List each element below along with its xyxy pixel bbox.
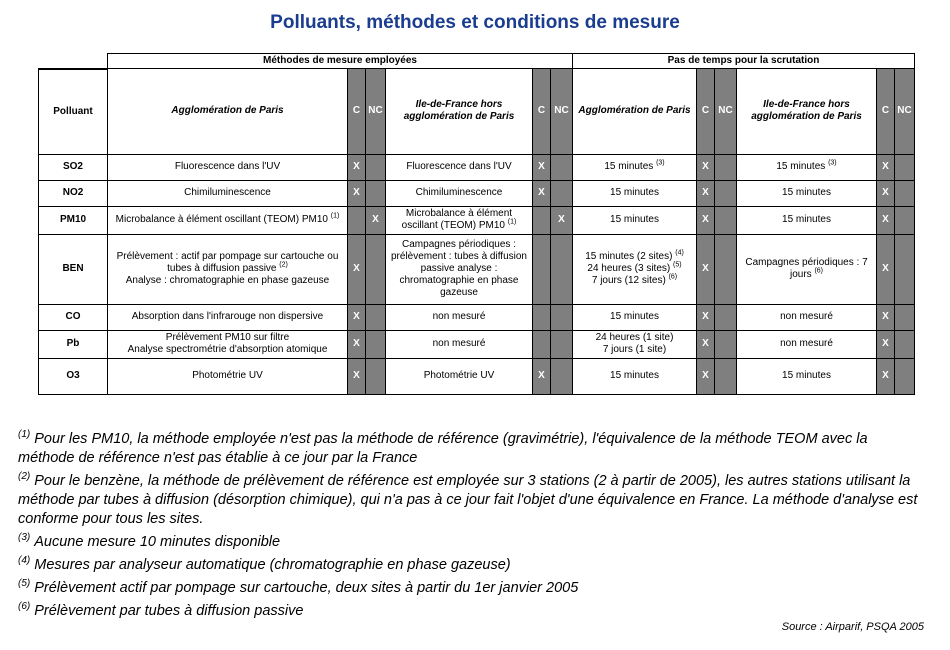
column-header-pollutant: Polluant — [39, 69, 108, 155]
footnote-text: Prélèvement actif par pompage sur cartouche, deux sites à partir du 1er janvier 2005 — [34, 580, 579, 596]
footnote-ref: (4) — [675, 249, 684, 257]
nc-cell — [715, 180, 737, 206]
nc-cell — [551, 304, 573, 330]
nc-cell — [895, 180, 915, 206]
footnote-text: Prélèvement par tubes à diffusion passive — [34, 603, 304, 619]
pollutant-cell: NO2 — [39, 180, 108, 206]
c-cell: X — [348, 304, 366, 330]
pollutant-cell: O3 — [39, 358, 108, 394]
c-cell: X — [697, 180, 715, 206]
nc-cell — [366, 180, 386, 206]
footnote-number: (5) — [18, 578, 31, 589]
nc-cell — [715, 358, 737, 394]
time-text: Campagnes périodiques : 7 jours — [745, 257, 868, 280]
nc-cell — [895, 330, 915, 358]
footnote-text: Pour le benzène, la méthode de prélèvement de référence est employée sur 3 stations (2 à partir de 2005), les autres stations utilisant la méthode par tubes à diffusion (désorption chimique), qui n'a pas à ce jour fait l'objet d'une équivalence en France. La méthode d'analyse est conforme pour tous les sites. — [18, 473, 918, 527]
time-text: 15 minutes — [604, 161, 654, 172]
nc-cell — [366, 330, 386, 358]
footnote-number: (2) — [18, 471, 31, 482]
time-agglo-cell — [573, 304, 697, 330]
nc-cell — [895, 234, 915, 304]
nc-cell — [366, 234, 386, 304]
c-cell: X — [697, 330, 715, 358]
time-text: 15 minutes — [782, 214, 831, 225]
nc-cell — [715, 330, 737, 358]
nc-cell — [366, 154, 386, 180]
footnote-number: (1) — [18, 429, 31, 440]
nc-cell — [551, 330, 573, 358]
column-header-c: C — [348, 69, 366, 155]
time-text: 7 jours (1 site) — [602, 344, 667, 355]
column-header-time-agglo: Agglomération de Paris — [573, 69, 697, 155]
c-cell: X — [533, 180, 551, 206]
method-text: Prélèvement : actif par pompage sur cartouche ou tubes à diffusion passive — [116, 251, 339, 274]
method-agglo-cell — [108, 330, 348, 358]
footnote — [18, 556, 918, 575]
time-idf-cell — [737, 154, 877, 180]
column-header-nc: NC — [551, 69, 573, 155]
column-header-c: C — [533, 69, 551, 155]
time-agglo-cell — [573, 358, 697, 394]
nc-cell — [895, 358, 915, 394]
table-row — [39, 206, 915, 234]
column-header-c: C — [877, 69, 895, 155]
table-row — [39, 304, 915, 330]
method-text: non mesuré — [432, 311, 486, 322]
c-cell: X — [877, 330, 895, 358]
time-idf-cell — [737, 330, 877, 358]
method-text: Chimiluminescence — [184, 187, 271, 198]
c-cell: X — [697, 234, 715, 304]
method-text: Chimiluminescence — [415, 187, 503, 198]
time-idf-cell — [737, 358, 877, 394]
time-text: 15 minutes — [610, 370, 659, 381]
pollutant-cell: PM10 — [39, 206, 108, 234]
method-idf-cell — [386, 206, 533, 234]
c-cell: X — [348, 180, 366, 206]
time-text: 24 heures (1 site) — [595, 332, 674, 343]
c-cell: X — [348, 358, 366, 394]
c-cell: X — [697, 304, 715, 330]
method-agglo-cell — [108, 304, 348, 330]
method-text: Microbalance à élément oscillant (TEOM) PM10 — [115, 214, 328, 225]
footnote-text: Aucune mesure 10 minutes disponible — [34, 534, 281, 550]
method-text: Prélèvement PM10 sur filtre — [165, 332, 290, 343]
method-idf-cell — [386, 234, 533, 304]
time-idf-cell — [737, 180, 877, 206]
footnote — [18, 579, 918, 598]
measurement-table — [38, 53, 915, 395]
method-text: Photométrie UV — [423, 370, 495, 381]
nc-cell — [551, 154, 573, 180]
method-text: Fluorescence dans l'UV — [406, 161, 512, 172]
c-cell: X — [533, 154, 551, 180]
pollutant-cell: Pb — [39, 330, 108, 358]
source-credit: Source : Airparif, PSQA 2005 — [781, 621, 924, 633]
method-text: Absorption dans l'infrarouge non dispersive — [131, 311, 324, 322]
footnote-text: Pour les PM10, la méthode employée n'est pas la méthode de référence (gravimétrie), l'équivalence de la méthode TEOM avec la méthode de référence n'est pas établie à ce jour par la France — [18, 431, 868, 466]
method-text: Analyse spectrométrie d'absorption atomique — [127, 344, 328, 355]
footnotes — [18, 430, 918, 621]
nc-cell — [551, 358, 573, 394]
time-text: 15 minutes — [610, 214, 659, 225]
time-text: non mesuré — [780, 311, 833, 322]
footnote-number: (6) — [18, 601, 31, 612]
column-header-methods-idf: Ile-de-France hors agglomération de Paris — [386, 69, 533, 155]
method-text: non mesuré — [432, 338, 486, 349]
time-text: 15 minutes — [782, 370, 831, 381]
c-cell — [533, 206, 551, 234]
method-text: Campagnes périodiques : prélèvement : tubes à diffusion passive analyse : chromatographie en phase gazeuse — [390, 239, 527, 298]
c-cell: X — [877, 304, 895, 330]
c-cell: X — [877, 234, 895, 304]
group-header-time: Pas de temps pour la scrutation — [573, 54, 915, 69]
c-cell: X — [877, 180, 895, 206]
time-text: 15 minutes (2 sites) — [585, 251, 673, 262]
time-idf-cell — [737, 206, 877, 234]
c-cell: X — [877, 206, 895, 234]
nc-cell — [895, 154, 915, 180]
c-cell: X — [877, 358, 895, 394]
c-cell — [533, 234, 551, 304]
footnote-ref: (5) — [673, 261, 682, 269]
method-text: Fluorescence dans l'UV — [174, 161, 281, 172]
nc-cell: X — [551, 206, 573, 234]
footnote-ref: (1) — [330, 212, 340, 220]
c-cell — [533, 304, 551, 330]
pollutant-cell: BEN — [39, 234, 108, 304]
column-header-time-idf: Ile-de-France hors agglomération de Paris — [737, 69, 877, 155]
c-cell: X — [348, 154, 366, 180]
time-idf-cell — [737, 234, 877, 304]
footnote-ref: (3) — [828, 159, 837, 167]
group-header-methods: Méthodes de mesure employées — [108, 54, 573, 69]
footnote-text: Mesures par analyseur automatique (chromatographie en phase gazeuse) — [34, 557, 511, 573]
time-text: 7 jours (12 sites) — [591, 275, 666, 286]
method-agglo-cell — [108, 180, 348, 206]
time-text: 15 minutes — [610, 187, 659, 198]
method-idf-cell — [386, 330, 533, 358]
method-idf-cell — [386, 180, 533, 206]
method-agglo-cell — [108, 358, 348, 394]
footnote-ref: (2) — [279, 261, 288, 269]
footnote-number: (4) — [18, 555, 31, 566]
footnote-ref: (6) — [814, 267, 824, 275]
table-row — [39, 330, 915, 358]
time-text: 15 minutes — [776, 161, 826, 172]
table-row — [39, 358, 915, 394]
nc-cell — [551, 180, 573, 206]
column-header-nc: NC — [366, 69, 386, 155]
time-agglo-cell — [573, 206, 697, 234]
footnote-ref: (1) — [507, 218, 517, 226]
method-idf-cell — [386, 358, 533, 394]
c-cell: X — [697, 206, 715, 234]
method-text: Analyse : chromatographie en phase gazeuse — [125, 275, 330, 286]
c-cell: X — [697, 154, 715, 180]
time-agglo-cell — [573, 330, 697, 358]
page-title: Polluants, méthodes et conditions de mesure — [270, 12, 680, 33]
footnote — [18, 533, 918, 552]
nc-cell — [715, 154, 737, 180]
time-agglo-cell — [573, 154, 697, 180]
time-text: 15 minutes — [782, 187, 831, 198]
time-agglo-cell — [573, 180, 697, 206]
c-cell — [348, 206, 366, 234]
footnote — [18, 602, 918, 621]
method-text: Photométrie UV — [192, 370, 263, 381]
c-cell: X — [533, 358, 551, 394]
c-cell: X — [697, 358, 715, 394]
table-row — [39, 154, 915, 180]
nc-cell — [715, 304, 737, 330]
pollutant-cell: CO — [39, 304, 108, 330]
method-idf-cell — [386, 154, 533, 180]
nc-cell — [551, 234, 573, 304]
method-agglo-cell — [108, 234, 348, 304]
table-row — [39, 180, 915, 206]
nc-cell — [715, 206, 737, 234]
method-text: Microbalance à élément oscillant (TEOM) PM10 — [401, 208, 513, 231]
nc-cell — [895, 304, 915, 330]
time-text: non mesuré — [780, 338, 833, 349]
footnote — [18, 472, 918, 529]
column-header-c: C — [697, 69, 715, 155]
time-idf-cell — [737, 304, 877, 330]
method-idf-cell — [386, 304, 533, 330]
nc-cell: X — [366, 206, 386, 234]
column-header-methods-agglo: Agglomération de Paris — [108, 69, 348, 155]
nc-cell — [366, 304, 386, 330]
method-agglo-cell — [108, 206, 348, 234]
c-cell: X — [877, 154, 895, 180]
c-cell — [533, 330, 551, 358]
footnote-ref: (3) — [656, 159, 665, 167]
time-text: 24 heures (3 sites) — [587, 263, 671, 274]
nc-cell — [366, 358, 386, 394]
nc-cell — [715, 234, 737, 304]
footnote-number: (3) — [18, 532, 31, 543]
time-agglo-cell — [573, 234, 697, 304]
pollutant-cell: SO2 — [39, 154, 108, 180]
time-text: 15 minutes — [610, 311, 659, 322]
nc-cell — [895, 206, 915, 234]
table-row — [39, 234, 915, 304]
footnote-ref: (6) — [668, 273, 678, 281]
c-cell: X — [348, 234, 366, 304]
column-header-nc: NC — [715, 69, 737, 155]
footnote — [18, 430, 918, 468]
method-agglo-cell — [108, 154, 348, 180]
c-cell: X — [348, 330, 366, 358]
column-header-nc: NC — [895, 69, 915, 155]
